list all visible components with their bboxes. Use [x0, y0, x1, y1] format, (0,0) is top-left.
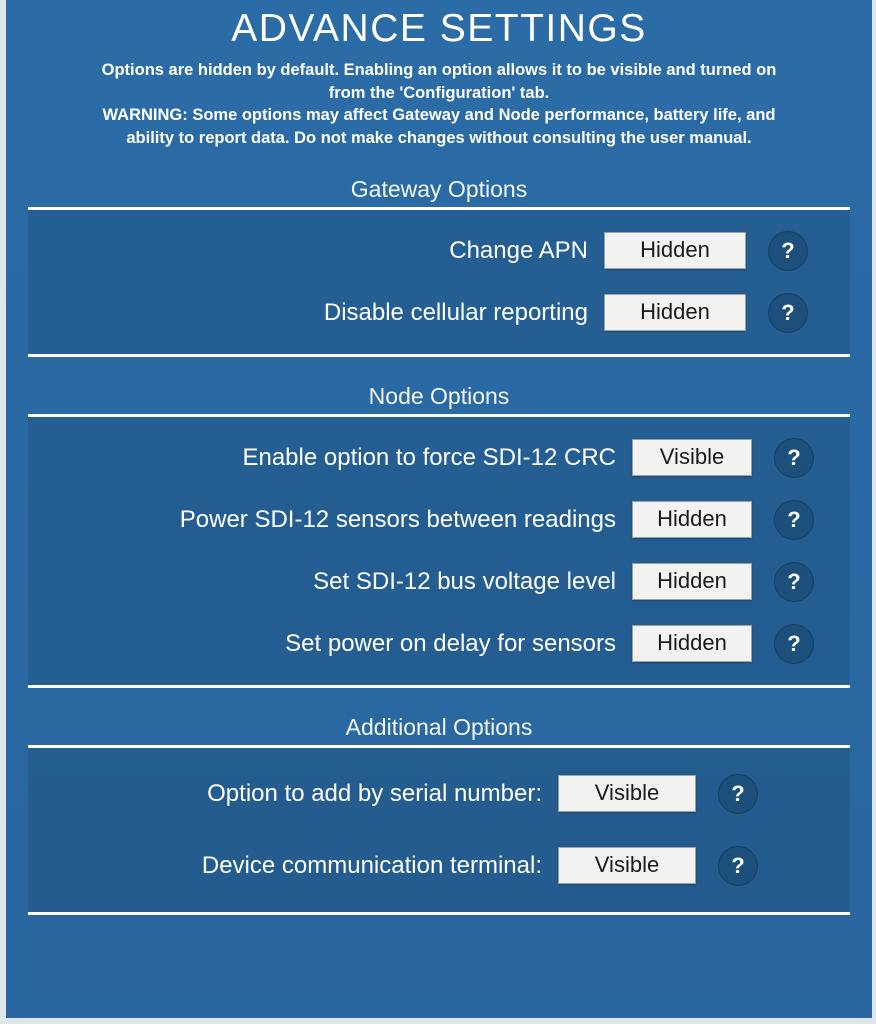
- setting-label-force-sdi12-crc: Enable option to force SDI-12 CRC: [242, 443, 616, 471]
- help-icon[interactable]: ?: [768, 231, 808, 271]
- help-icon[interactable]: ?: [768, 293, 808, 333]
- setting-label-power-on-delay: Set power on delay for sensors: [285, 629, 616, 657]
- setting-value-power-on-delay[interactable]: Hidden: [632, 625, 752, 662]
- setting-label-device-communication-terminal: Device communication terminal:: [201, 851, 542, 879]
- setting-label-change-apn: Change APN: [449, 236, 588, 264]
- setting-label-power-sdi12-between-readings: Power SDI-12 sensors between readings: [179, 505, 616, 533]
- intro-line-1: Options are hidden by default. Enabling an option allows it to be visible and turned on: [101, 60, 777, 79]
- table-row: [36, 830, 842, 902]
- setting-value-device-communication-terminal[interactable]: Visible: [558, 847, 696, 884]
- section-additional-options: [28, 714, 850, 915]
- table-row: [36, 758, 842, 830]
- intro-line-3: WARNING: Some options may affect Gateway and Node performance, battery life, and: [102, 106, 776, 125]
- intro-line-2: from the 'Configuration' tab.: [328, 83, 550, 102]
- section-title-node: Node Options: [368, 382, 510, 409]
- help-icon[interactable]: ?: [774, 500, 814, 540]
- table-row: [36, 220, 842, 282]
- setting-label-sdi12-bus-voltage: Set SDI-12 bus voltage level: [313, 567, 616, 595]
- setting-value-change-apn[interactable]: Hidden: [604, 232, 746, 269]
- setting-value-disable-cellular-reporting[interactable]: Hidden: [604, 294, 746, 331]
- section-title-gateway: Gateway Options: [350, 175, 528, 202]
- setting-value-sdi12-bus-voltage[interactable]: Hidden: [632, 563, 752, 600]
- table-row: [36, 282, 842, 344]
- table-row: [36, 551, 842, 613]
- section-gateway-options: [28, 176, 850, 357]
- help-icon[interactable]: ?: [718, 846, 758, 886]
- setting-value-power-sdi12-between-readings[interactable]: Hidden: [632, 501, 752, 538]
- intro-line-4: ability to report data. Do not make changes without consulting the user manual.: [126, 129, 752, 148]
- setting-value-force-sdi12-crc[interactable]: Visible: [632, 439, 752, 476]
- setting-value-add-by-serial-number[interactable]: Visible: [558, 775, 696, 812]
- section-title-additional: Additional Options: [345, 713, 533, 740]
- help-icon[interactable]: ?: [718, 774, 758, 814]
- help-icon[interactable]: ?: [774, 624, 814, 664]
- setting-label-disable-cellular-reporting: Disable cellular reporting: [323, 298, 588, 326]
- setting-label-add-by-serial-number: Option to add by serial number:: [207, 779, 542, 807]
- help-icon[interactable]: ?: [774, 562, 814, 602]
- table-row: [36, 613, 842, 675]
- panel-node-options: [28, 414, 850, 688]
- panel-additional-options: [28, 745, 850, 915]
- page-title: ADVANCE SETTINGS: [231, 7, 647, 50]
- table-row: [36, 489, 842, 551]
- table-row: [36, 427, 842, 489]
- intro-text: [28, 59, 850, 150]
- panel-gateway-options: [28, 207, 850, 357]
- help-icon[interactable]: ?: [774, 438, 814, 478]
- section-node-options: [28, 383, 850, 688]
